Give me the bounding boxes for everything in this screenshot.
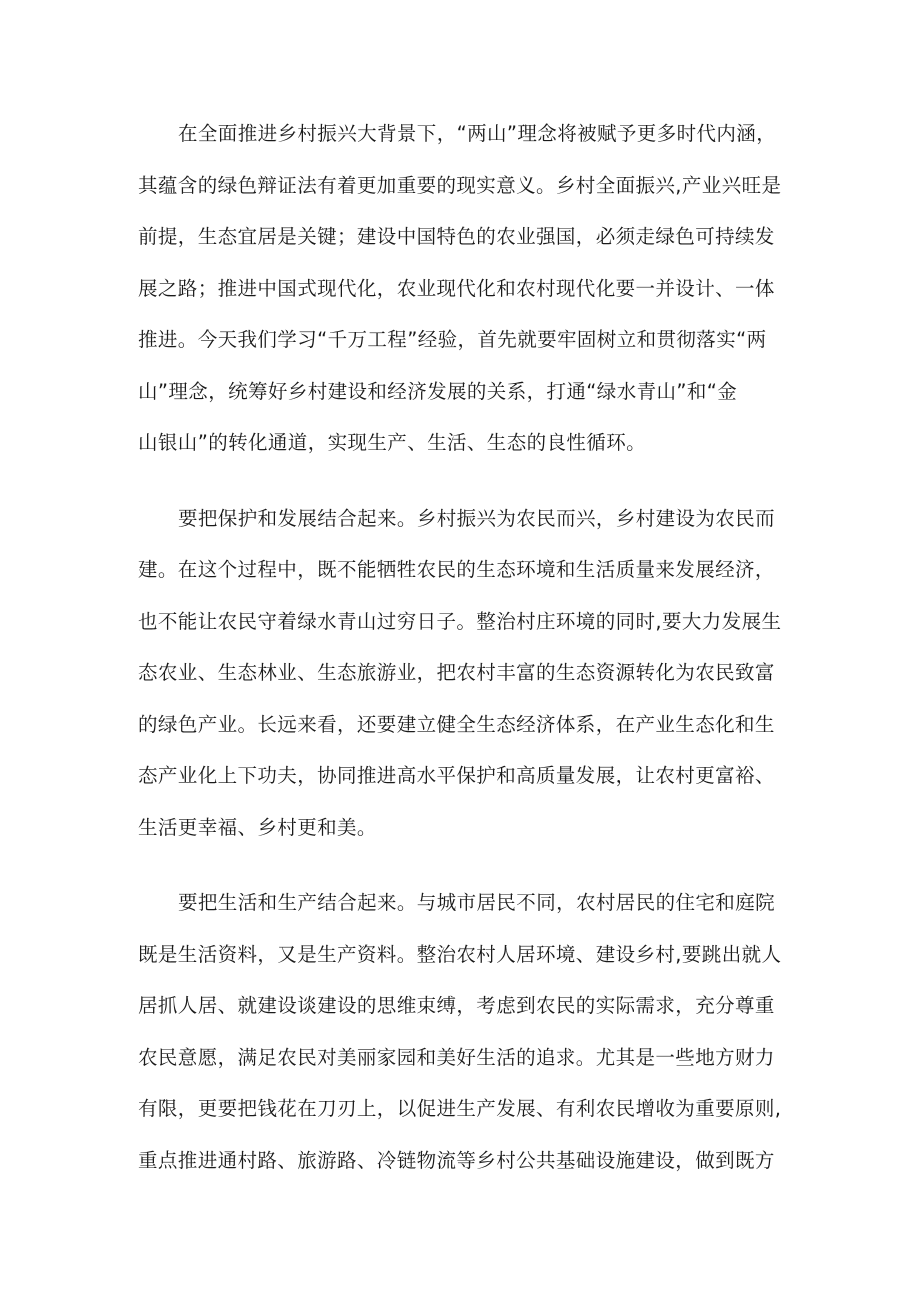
paragraph-line: 态产业化上下功夫，协同推进高水平保护和高质量发展，让农村更富裕、 <box>138 764 775 787</box>
paragraph-line: 展之路；推进中国式现代化，农业现代化和农村现代化要一并设计、一体 <box>138 276 775 300</box>
paragraph-2 <box>138 493 798 854</box>
paragraph-line: 要把保护和发展结合起来。乡村振兴为农民而兴，乡村建设为农民而 <box>178 506 776 530</box>
paragraph-line: 态农业、生态林业、生态旅游业，把农村丰富的生态资源转化为农民致富 <box>138 661 775 684</box>
paragraph-line: 既是生活资料，又是生产资料。整治农村人居环境、建设乡村,要跳出就人 <box>138 942 782 966</box>
paragraph-line: 前提，生态宜居是关键；建设中国特色的农业强国，必须走绿色可持续发 <box>138 225 775 248</box>
paragraph-line: 也不能让农民守着绿水青山过穷日子。整治村庄环境的同时,要大力发展生 <box>138 609 782 633</box>
paragraph-line: 重点推进通村路、旅游路、冷链物流等乡村公共基础设施建设，做到既方 <box>138 1148 775 1172</box>
paragraph-3 <box>138 877 798 1186</box>
paragraph-line: 建。在这个过程中，既不能牺牲农民的生态环境和生活质量来发展经济， <box>138 558 775 581</box>
paragraph-line: 有限，更要把钱花在刀刃上，以促进生产发展、有利农民增收为重要原则, <box>138 1097 782 1120</box>
paragraph-line: 其蕴含的绿色辩证法有着更加重要的现实意义。乡村全面振兴,产业兴旺是 <box>138 173 782 197</box>
paragraph-line: 居抓人居、就建设谈建设的思维束缚，考虑到农民的实际需求，充分尊重 <box>138 994 775 1017</box>
paragraph-line: 农民意愿，满足农民对美丽家园和美好生活的追求。尤其是一些地方财力 <box>138 1045 775 1069</box>
paragraph-1 <box>138 108 798 469</box>
paragraph-line: 山银山”的转化通道，实现生产、生活、生态的良性循环。 <box>138 431 647 454</box>
paragraph-line: 山”理念，统筹好乡村建设和经济发展的关系，打通“绿水青山”和“金 <box>138 379 738 403</box>
paragraph-line: 在全面推进乡村振兴大背景下，“两山”理念将被赋予更多时代内涵， <box>178 122 777 145</box>
paragraph-line: 的绿色产业。长远来看，还要建立健全生态经济体系，在产业生态化和生 <box>138 712 775 736</box>
paragraph-line: 推进。今天我们学习“千万工程”经验，首先就要牢固树立和贯彻落实“两 <box>138 328 767 351</box>
paragraph-line: 要把生活和生产结合起来。与城市居民不同，农村居民的住宅和庭院 <box>178 891 776 914</box>
paragraph-line: 生活更幸福、乡村更和美。 <box>138 815 377 839</box>
document-body <box>138 108 798 1210</box>
